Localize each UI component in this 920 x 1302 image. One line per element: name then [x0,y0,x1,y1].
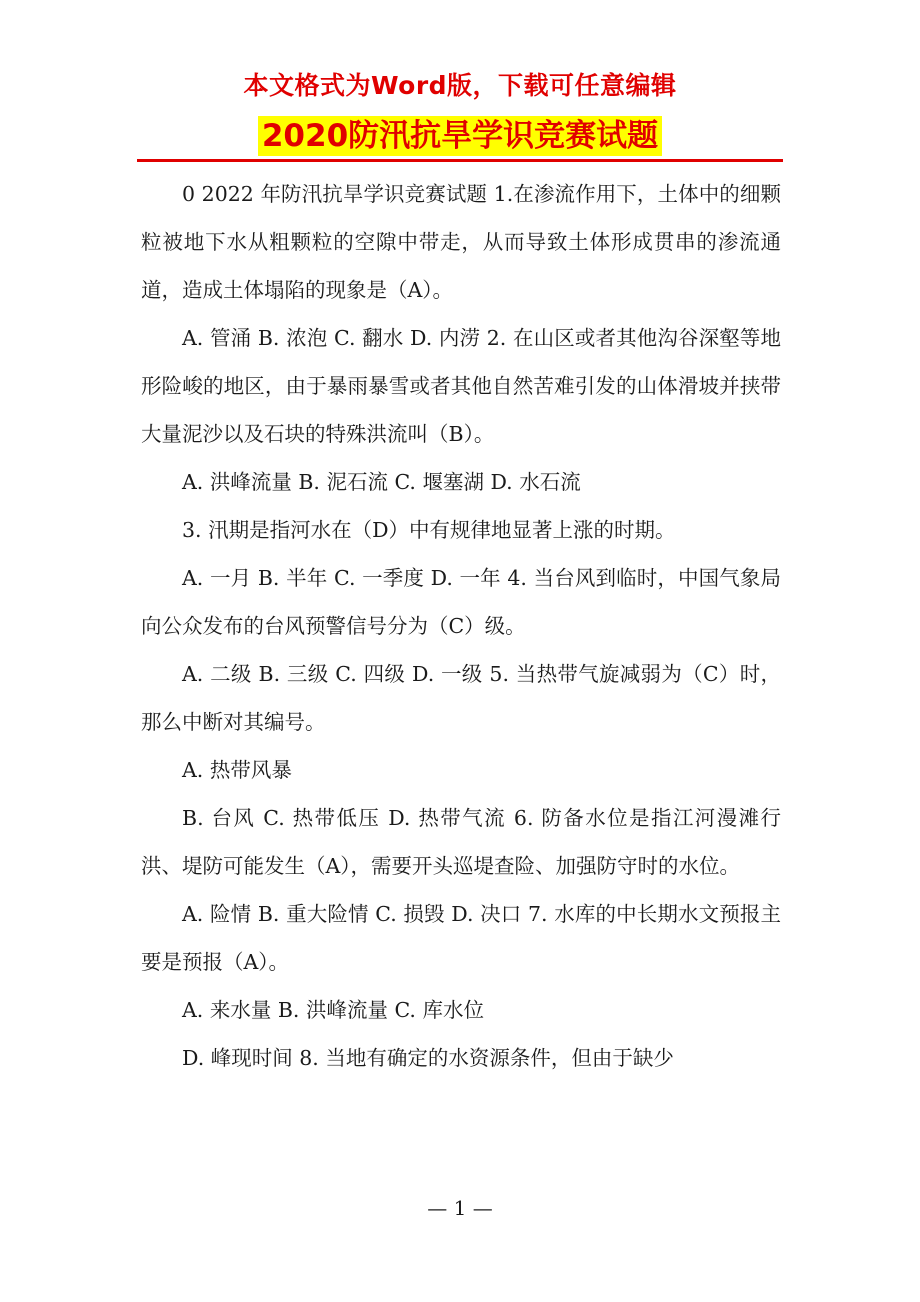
paragraph: A. 一月 B. 半年 C. 一季度 D. 一年 4. 当台风到临时，中国气象局向公众发布的台风预警信号分为（C）级。 [141,566,781,638]
paragraph: B. 台风 C. 热带低压 D. 热带气流 6. 防备水位是指江河漫滩行洪、堤防可能发生（A），需要开头巡堤查险、加强防守时的水位。 [141,806,781,878]
paragraph: A. 热带风暴 [182,758,292,782]
paragraph: A. 二级 B. 三级 C. 四级 D. 一级 5. 当热带气旋减弱为（C）时，那么中断对其编号。 [141,662,781,734]
document-title: 2020防汛抗旱学识竞赛试题 [258,116,662,156]
format-banner: 本文格式为Word版，下载可任意编辑 [243,71,677,100]
page-number: — 1 — [427,1196,493,1220]
paragraph: A. 来水量 B. 洪峰流量 C. 库水位 [182,998,484,1022]
paragraph: D. 峰现时间 8. 当地有确定的水资源条件，但由于缺少 [182,1046,674,1070]
paragraph: 3. 汛期是指河水在（D）中有规律地显著上涨的时期。 [182,518,676,542]
title-container [0,116,920,156]
title-divider [137,159,783,162]
document-body [141,170,781,1082]
paragraph: A. 洪峰流量 B. 泥石流 C. 堰塞湖 D. 水石流 [182,470,581,494]
paragraph: A. 管涌 B. 浓泡 C. 翻水 D. 内涝 2. 在山区或者其他沟谷深壑等地形险峻的地区，由于暴雨暴雪或者其他自然苦难引发的山体滑坡并挟带大量泥沙以及石块的特殊洪流叫（B）。 [141,326,781,446]
paragraph: 0 2022 年防汛抗旱学识竞赛试题 1.在渗流作用下，土体中的细颗粒被地下水从粗颗粒的空隙中带走，从而导致土体形成贯串的渗流通道，造成土体塌陷的现象是（A）。 [141,182,781,302]
paragraph: A. 险情 B. 重大险情 C. 损毁 D. 决口 7. 水库的中长期水文预报主要是预报（A）。 [141,902,781,974]
